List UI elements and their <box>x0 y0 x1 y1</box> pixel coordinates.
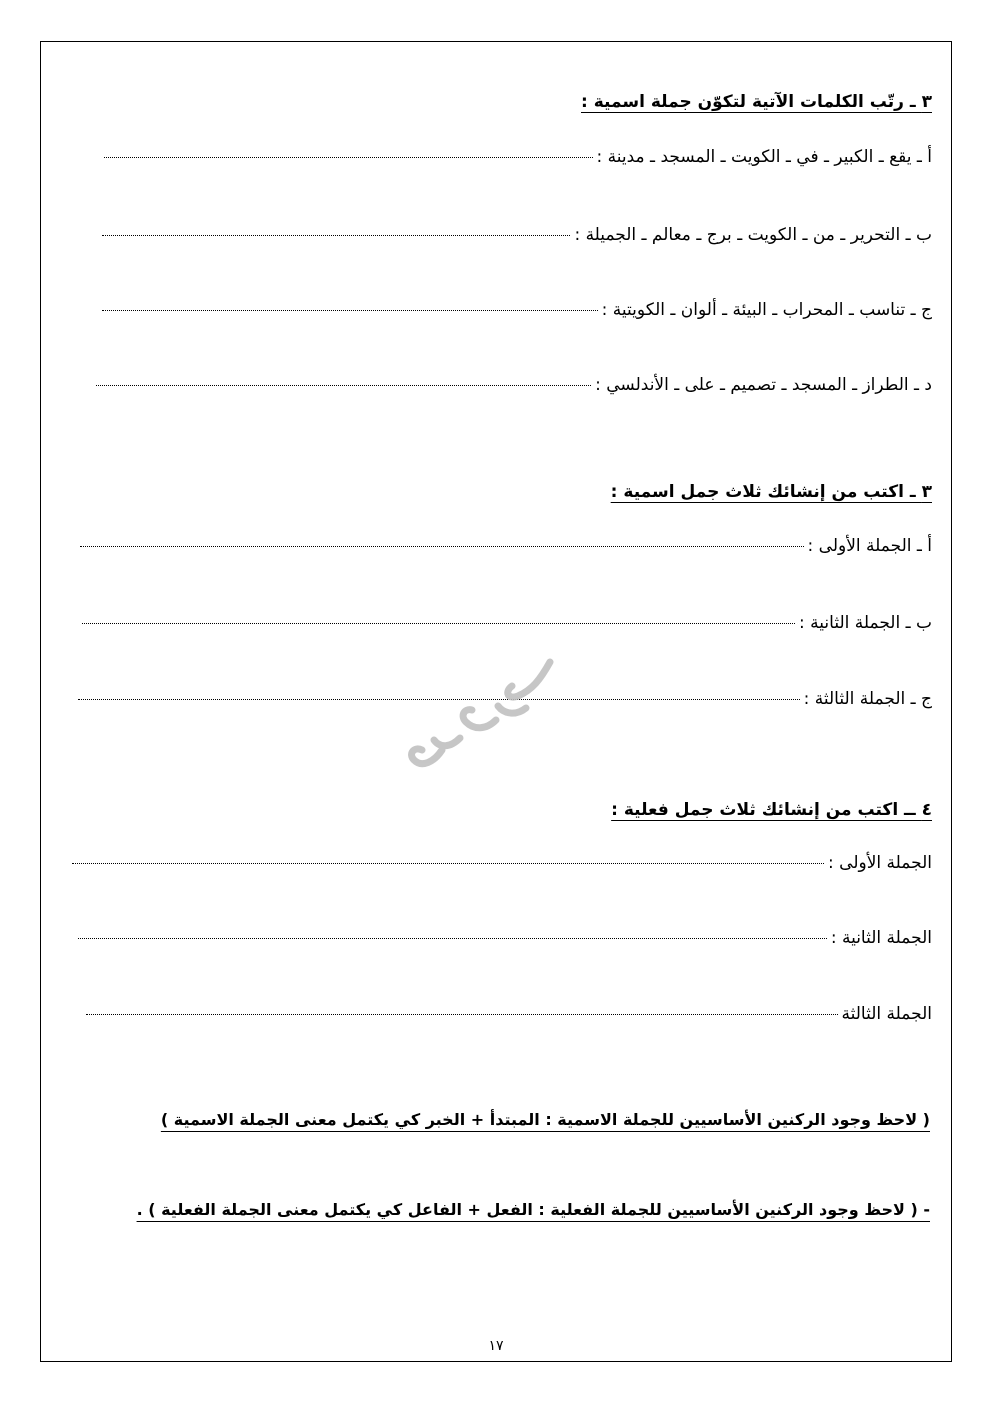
answer-line[interactable] <box>102 309 598 311</box>
nominal-item-2-text: ب ـ الجملة الثانية : <box>799 613 932 633</box>
page-number: ١٧ <box>488 1338 504 1354</box>
section-nominal-heading: ٣ ـ اكتب من إنشائك ثلاث جمل اسمية : <box>610 482 932 502</box>
note-verbal: - ( لاحظ وجود الركنين الأساسيين للجملة الفعلية : الفعل + الفاعل كي يكتمل معنى الجملة الفعلية ) . <box>136 1200 930 1219</box>
arrange-item-a <box>104 147 932 167</box>
verbal-item-1-text: الجملة الأولى : <box>828 853 932 873</box>
watermark-logo <box>400 650 580 780</box>
nominal-item-1 <box>80 536 932 556</box>
answer-line[interactable] <box>80 545 804 547</box>
answer-line[interactable] <box>96 384 591 386</box>
verbal-item-2-text: الجملة الثانية : <box>830 928 932 948</box>
arrange-item-c-text: ج ـ تناسب ـ المحراب ـ البيئة ـ ألوان ـ الكويتية : <box>601 300 932 320</box>
verbal-item-1 <box>72 853 932 873</box>
arrange-item-d-text: د ـ الطراز ـ المسجد ـ تصميم ـ على ـ الأندلسي : <box>595 375 932 395</box>
arrange-item-c <box>102 300 932 320</box>
answer-line[interactable] <box>72 862 824 864</box>
answer-line[interactable] <box>78 937 827 939</box>
note-nominal: ( لاحظ وجود الركنين الأساسيين للجملة الاسمية : المبتدأ + الخبر كي يكتمل معنى الجملة الاسمية ) <box>160 1110 930 1129</box>
verbal-item-3 <box>86 1004 932 1024</box>
answer-line[interactable] <box>104 156 593 158</box>
answer-line[interactable] <box>86 1013 838 1015</box>
verbal-item-2 <box>78 928 932 948</box>
answer-line[interactable] <box>82 622 795 624</box>
arrange-item-b-text: ب ـ التحرير ـ من ـ الكويت ـ برج ـ معالم ـ الجميلة : <box>574 225 932 245</box>
arrange-item-a-text: أ ـ يقع ـ الكبير ـ في ـ الكويت ـ المسجد ـ مدينة : <box>596 147 932 167</box>
verbal-item-3-text: الجملة الثالثة <box>841 1004 932 1024</box>
section-verbal-heading: ٤ ــ اكتب من إنشائك ثلاث جمل فعلية : <box>611 800 932 820</box>
arrange-item-d <box>96 375 932 395</box>
nominal-item-2 <box>82 613 932 633</box>
answer-line[interactable] <box>102 234 570 236</box>
nominal-item-3-text: ج ـ الجملة الثالثة : <box>803 689 932 709</box>
arrange-item-b <box>102 225 932 245</box>
nominal-item-1-text: أ ـ الجملة الأولى : <box>807 536 932 556</box>
section-arrange-heading: ٣ ـ رتّب الكلمات الآتية لتكوّن جملة اسمية : <box>581 92 932 112</box>
